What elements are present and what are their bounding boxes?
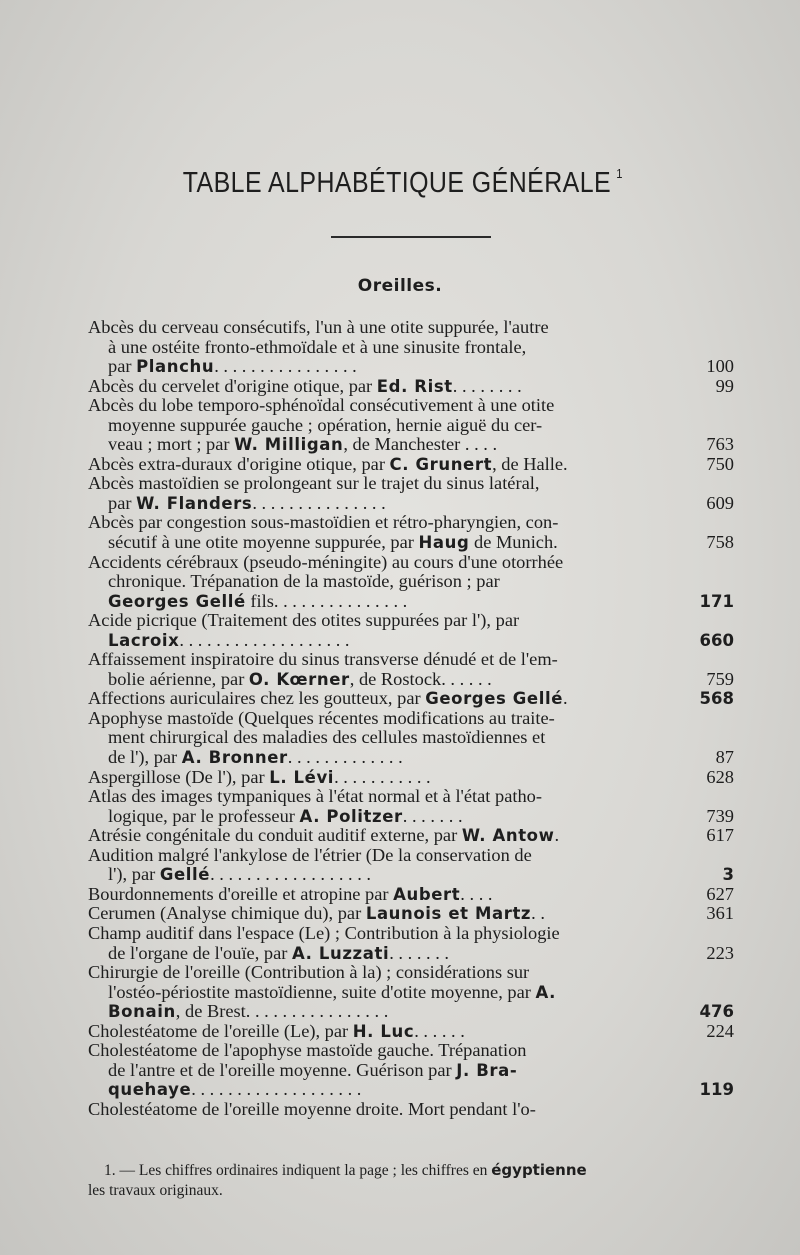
page-number: 617 xyxy=(706,825,734,846)
index-line xyxy=(88,592,734,612)
index-line-text: ment chirurgical des maladies des cellules mastoïdiennes et xyxy=(108,727,546,748)
index-line xyxy=(88,1022,734,1042)
index-line xyxy=(88,1100,734,1120)
author-name: A. Bronner xyxy=(181,748,288,768)
index-line-text: Cholestéatome de l'oreille moyenne droite. Mort pendant l'o- xyxy=(88,1098,536,1119)
index-line xyxy=(88,748,734,768)
index-line-trailing: . . . . xyxy=(460,883,493,904)
page-number: 568 xyxy=(699,689,734,709)
index-line-text: Acide picrique (Traitement des otites suppurées par l'), par xyxy=(88,610,520,631)
page-number: 627 xyxy=(706,883,734,904)
page-number: 763 xyxy=(706,434,734,455)
index-line-trailing: , de Brest. . . . . . . . . . . . . . . . xyxy=(175,1001,389,1022)
author-name: J. Bra- xyxy=(456,1060,518,1080)
index-line xyxy=(88,435,734,455)
index-line-text: l'), par xyxy=(108,864,160,885)
index-line xyxy=(88,338,734,358)
index-line-text: bolie aérienne, par xyxy=(108,668,249,689)
author-name: A. xyxy=(535,982,557,1002)
index-line xyxy=(88,670,734,690)
section-heading: Oreilles. xyxy=(357,276,443,296)
index-line xyxy=(88,416,734,436)
index-line-text: de l'antre et de l'oreille moyenne. Guérison par xyxy=(108,1059,457,1080)
page-number: 758 xyxy=(706,532,734,553)
index-line-text: chronique. Trépanation de la mastoïde, guérison ; par xyxy=(108,571,500,592)
page-number: 739 xyxy=(706,805,734,826)
author-name: Georges Gellé xyxy=(108,591,246,611)
index-line-text: Abcès du cerveau consécutifs, l'un à une otite suppurée, l'autre xyxy=(88,317,549,337)
index-line-text: de l'), par xyxy=(108,747,182,768)
index-line xyxy=(88,611,734,631)
index-line-trailing: , de Halle. xyxy=(492,453,568,474)
index-line xyxy=(88,377,734,397)
index-line xyxy=(88,709,734,729)
index-line xyxy=(88,768,734,788)
index-line xyxy=(88,689,734,709)
footnote xyxy=(88,1160,738,1201)
index-line-text: Cholestéatome de l'oreille (Le), par xyxy=(88,1020,353,1041)
index-line xyxy=(88,1041,734,1061)
index-line xyxy=(88,1080,734,1100)
index-line-text: par xyxy=(108,492,137,513)
index-line-trailing: . . . . . . . . . . . . . xyxy=(287,747,403,768)
page-number: 99 xyxy=(715,375,734,396)
index-line-text: Cerumen (Analyse chimique du), par xyxy=(88,903,366,924)
index-line-trailing: . . xyxy=(531,903,545,924)
index-line xyxy=(88,494,734,514)
index-entries xyxy=(88,318,734,1119)
index-line xyxy=(88,846,734,866)
index-line-text: Abcès du cervelet d'origine otique, par xyxy=(88,375,377,396)
author-name: C. Grunert xyxy=(389,454,493,474)
index-line xyxy=(88,533,734,553)
index-line-text: logique, par le professeur xyxy=(108,805,300,826)
page-number: 628 xyxy=(706,766,734,787)
page-number: 87 xyxy=(715,747,734,768)
page-number: 100 xyxy=(706,356,734,377)
index-line-text: moyenne suppurée gauche ; opération, hernie aiguë du cer- xyxy=(108,414,543,435)
index-line-text: Abcès extra-duraux d'origine otique, par xyxy=(88,453,390,474)
index-line xyxy=(88,728,734,748)
footnote-text-continued: les travaux originaux. xyxy=(88,1182,223,1199)
index-line-trailing: fils. . . . . . . . . . . . . . . xyxy=(245,590,408,611)
index-line-text: Affaissement inspiratoire du sinus transverse dénudé et de l'em- xyxy=(88,649,558,670)
index-line-trailing: . . . . . . . . . . . . . . . . . . . xyxy=(179,629,350,650)
index-line-text: à une ostéite fronto-ethmoïdale et à une sinusite frontale, xyxy=(108,336,527,357)
index-line xyxy=(88,631,734,651)
page-number: 119 xyxy=(699,1080,734,1100)
index-line xyxy=(88,1002,734,1022)
page-number: 660 xyxy=(699,630,734,650)
index-line-trailing: . . . . . . . . . . . . . . . xyxy=(252,492,386,513)
page-number: 3 xyxy=(722,865,734,885)
index-line-text: Abcès par congestion sous-mastoïdien et rétro-pharyngien, con- xyxy=(88,512,559,533)
index-line-trailing: . . . . . . . . xyxy=(452,375,522,396)
index-line-trailing: . . . . . . . xyxy=(402,805,463,826)
page-number: 759 xyxy=(706,668,734,689)
index-line-text: de l'organe de l'ouïe, par xyxy=(108,942,292,963)
author-name: Gellé xyxy=(159,865,211,885)
author-name: W. Antow xyxy=(461,826,555,846)
index-line-text: Aspergillose (De l'), par xyxy=(88,766,270,787)
footnote-emphasis: égyptienne xyxy=(491,1161,587,1179)
title-rule xyxy=(331,236,491,238)
page-number: 750 xyxy=(706,453,734,474)
index-line xyxy=(88,553,734,573)
index-line xyxy=(88,474,734,494)
index-line-text: par xyxy=(108,356,137,377)
index-line xyxy=(88,357,734,377)
author-name: O. Kœrner xyxy=(248,669,350,689)
author-name: W. Flanders xyxy=(136,493,253,513)
index-line xyxy=(88,572,734,592)
index-line-text: Audition malgré l'ankylose de l'étrier (De la conservation de xyxy=(88,844,532,865)
page-number: 476 xyxy=(699,1002,734,1022)
index-line-trailing: . . . . . . . xyxy=(389,942,450,963)
index-line-text: Abcès du lobe temporo-sphénoïdal consécutivement à une otite xyxy=(88,395,555,416)
author-name: A. Luzzati xyxy=(292,943,390,963)
page-number: 361 xyxy=(706,903,734,924)
page-title xyxy=(59,166,747,200)
index-line xyxy=(88,807,734,827)
index-line xyxy=(88,865,734,885)
author-name: H. Luc xyxy=(352,1021,415,1041)
footnote-marker: 1 xyxy=(616,166,623,181)
author-name: A. Politzer xyxy=(299,806,403,826)
index-line xyxy=(88,787,734,807)
index-line-text: veau ; mort ; par xyxy=(108,434,235,455)
index-line xyxy=(88,904,734,924)
index-line-text: l'ostéo-périostite mastoïdienne, suite d'otite moyenne, par xyxy=(108,981,536,1002)
page-number: 609 xyxy=(706,492,734,513)
index-line-text: Atlas des images tympaniques à l'état normal et à l'état patho- xyxy=(88,786,542,807)
page-number: 171 xyxy=(699,591,734,611)
index-line-trailing: . . . . . . . . . . . . . . . . . . . xyxy=(191,1079,362,1100)
author-name: L. Lévi xyxy=(269,767,335,787)
index-line xyxy=(88,944,734,964)
index-line xyxy=(88,1061,734,1081)
index-line-trailing: . . . . . . . . . . . . . . . . xyxy=(214,356,357,377)
index-line-text: Chirurgie de l'oreille (Contribution à la) ; considérations sur xyxy=(88,962,530,983)
index-line-trailing: , de Rostock. . . . . . xyxy=(349,668,492,689)
author-name: Launois et Martz xyxy=(365,904,532,924)
index-line xyxy=(88,826,734,846)
index-line-text: Abcès mastoïdien se prolongeant sur le trajet du sinus latéral, xyxy=(88,473,540,494)
index-line-trailing: . xyxy=(563,688,568,709)
author-name: Georges Gellé xyxy=(425,689,564,709)
author-name: Ed. Rist xyxy=(376,376,453,396)
index-line-text: Champ auditif dans l'espace (Le) ; Contribution à la physiologie xyxy=(88,922,560,943)
author-name: quehaye xyxy=(108,1080,192,1100)
index-line-trailing: , de Manchester . . . . xyxy=(343,434,498,455)
page-title-text: TABLE ALPHABÉTIQUE GÉNÉRALE xyxy=(182,167,612,199)
index-line-trailing: . . . . . . xyxy=(414,1020,465,1041)
index-line-trailing: . xyxy=(554,825,560,846)
footnote-number: 1. xyxy=(104,1162,116,1179)
index-line-text: Accidents cérébraux (pseudo-méningite) au cours d'une otorrhée xyxy=(88,551,564,572)
index-line xyxy=(88,455,734,475)
index-line-text: Cholestéatome de l'apophyse mastoïde gauche. Trépanation xyxy=(88,1040,527,1061)
index-line-text: Affections auriculaires chez les goutteux, par xyxy=(88,688,426,709)
index-line-trailing: de Munich. xyxy=(469,532,558,553)
index-line-text: Apophyse mastoïde (Quelques récentes modifications au traite- xyxy=(88,707,555,728)
index-line xyxy=(88,650,734,670)
index-line xyxy=(88,318,734,338)
page-number: 224 xyxy=(706,1020,734,1041)
index-line xyxy=(88,396,734,416)
footnote-text: — Les chiffres ordinaires indiquent la page ; les chiffres en xyxy=(119,1162,492,1179)
author-name: Aubert xyxy=(393,884,461,904)
index-line xyxy=(88,924,734,944)
author-name: Bonain xyxy=(108,1002,176,1022)
author-name: Haug xyxy=(418,533,470,553)
author-name: Lacroix xyxy=(108,630,180,650)
index-line-text: Atrésie congénitale du conduit auditif externe, par xyxy=(88,825,462,846)
index-line xyxy=(88,963,734,983)
index-line-trailing: . . . . . . . . . . . . . . . . . . xyxy=(210,864,371,885)
author-name: W. Milligan xyxy=(234,435,344,455)
index-line xyxy=(88,885,734,905)
author-name: Planchu xyxy=(136,357,215,377)
index-line-text: sécutif à une otite moyenne suppurée, par xyxy=(108,532,419,553)
index-line xyxy=(88,983,734,1003)
page-number: 223 xyxy=(706,942,734,963)
index-line-text: Bourdonnements d'oreille et atropine par xyxy=(88,883,394,904)
index-line-trailing: . . . . . . . . . . . xyxy=(334,766,431,787)
index-line xyxy=(88,513,734,533)
